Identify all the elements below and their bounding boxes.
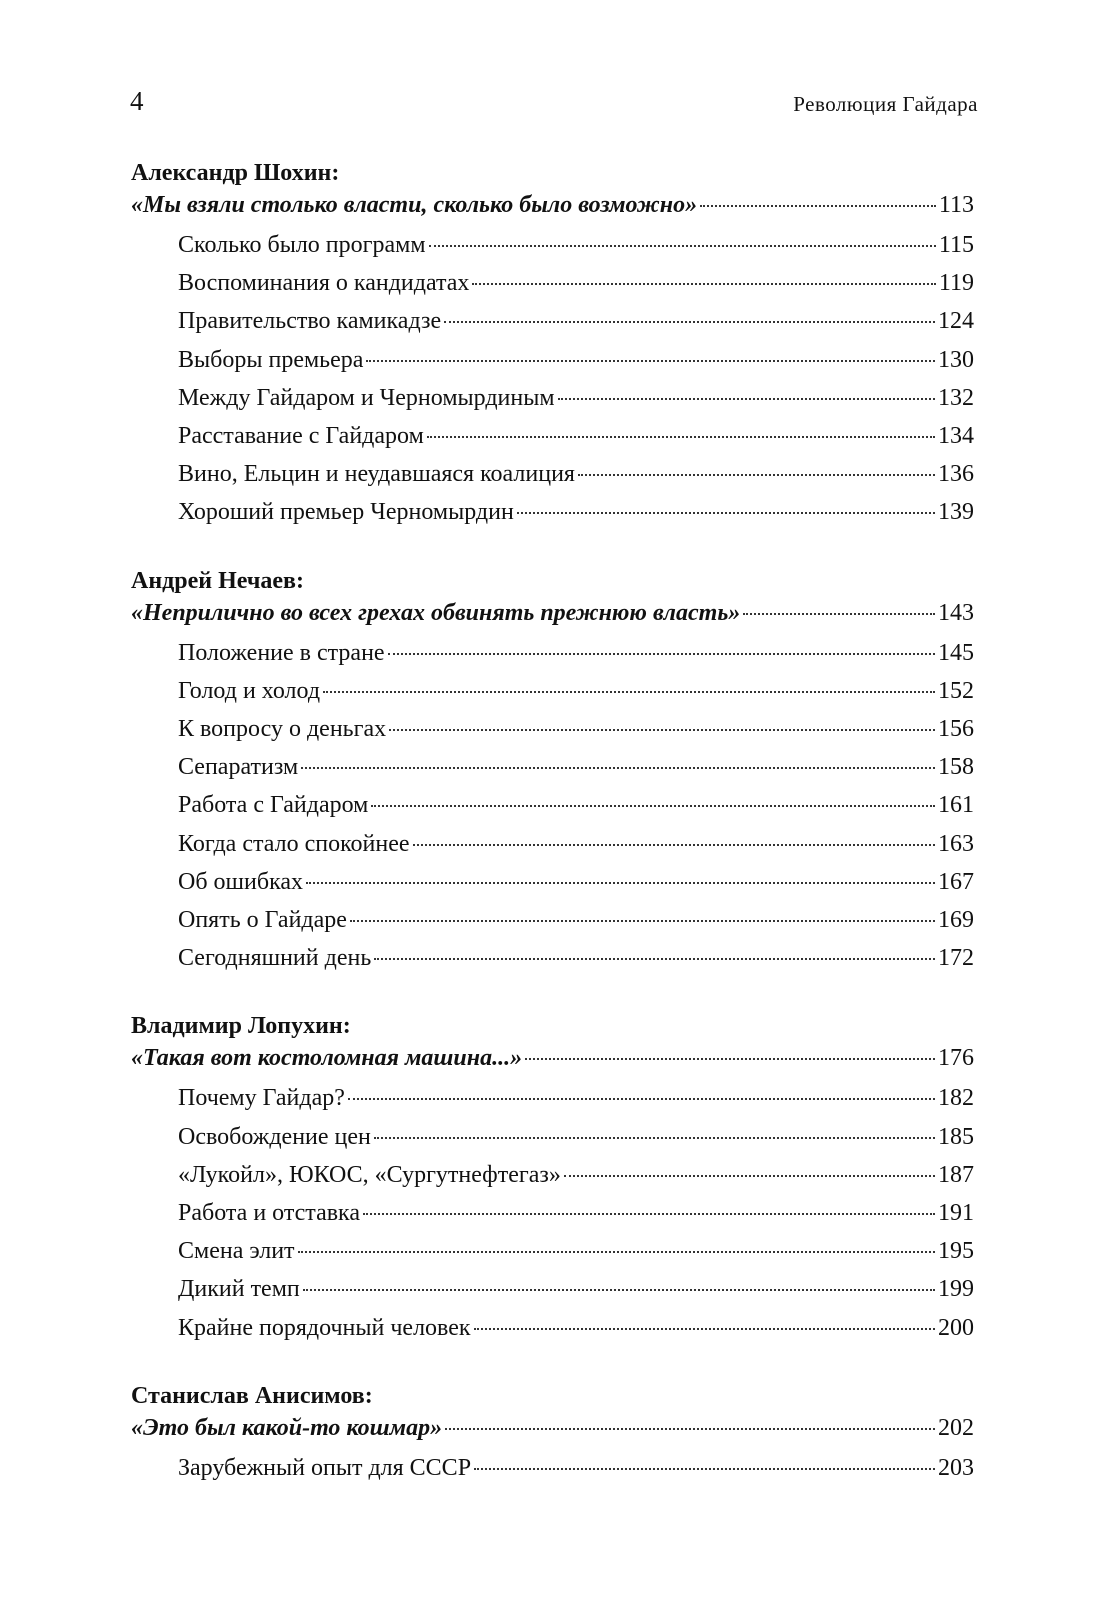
- dot-leader: [350, 920, 935, 922]
- dot-leader: [445, 1428, 935, 1430]
- running-title: Революция Гайдара: [793, 92, 978, 116]
- entry-title: Опять о Гайдаре: [178, 907, 347, 934]
- dot-leader: [525, 1058, 935, 1060]
- entry-page-number: 202: [938, 1414, 974, 1441]
- toc-subentry[interactable]: [131, 863, 974, 901]
- toc-subentry[interactable]: [131, 1156, 974, 1194]
- dot-leader: [700, 205, 936, 207]
- entry-title: К вопросу о деньгах: [178, 716, 387, 743]
- entry-title: Об ошибках: [178, 868, 304, 895]
- toc-subentry[interactable]: [131, 379, 974, 417]
- dot-leader: [429, 245, 936, 247]
- toc-section: [131, 1011, 974, 1346]
- entry-title: Положение в стране: [178, 639, 385, 666]
- dot-leader: [578, 474, 935, 476]
- entry-page-number: 176: [938, 1045, 974, 1072]
- entry-title: «Неприлично во всех грехах обвинять прежнюю власть»: [131, 599, 741, 626]
- entry-title: Сепаратизм: [178, 754, 299, 781]
- toc-chapter-entry[interactable]: [131, 596, 974, 630]
- entry-title: Освобождение цен: [178, 1123, 371, 1150]
- dot-leader: [427, 436, 935, 438]
- entry-title: Работа с Гайдаром: [178, 792, 369, 819]
- entry-title: Между Гайдаром и Черномырдиным: [178, 384, 555, 411]
- entry-title: Когда стало спокойнее: [178, 830, 410, 857]
- entry-page-number: 136: [938, 461, 974, 488]
- entry-page-number: 124: [938, 308, 974, 335]
- toc-subentry[interactable]: [131, 1079, 974, 1117]
- entry-page-number: 203: [938, 1454, 974, 1481]
- entry-title: Правительство камикадзе: [178, 308, 442, 335]
- dot-leader: [564, 1175, 935, 1177]
- page-number: 4: [130, 86, 144, 116]
- entry-page-number: 191: [938, 1200, 974, 1227]
- entry-page-number: 132: [938, 384, 974, 411]
- toc-section: [131, 158, 974, 532]
- dot-leader: [388, 653, 935, 655]
- section-author: Андрей Нечаев:: [131, 567, 304, 594]
- entry-title: Расставание с Гайдаром: [178, 423, 424, 450]
- toc-chapter-entry[interactable]: [131, 1041, 974, 1075]
- entry-title: Вино, Ельцин и неудавшаяся коалиция: [178, 461, 575, 488]
- toc-subentry[interactable]: [131, 1309, 974, 1347]
- entry-title: «Мы взяли столько власти, сколько было возможно»: [131, 192, 698, 218]
- toc-subentry[interactable]: [131, 493, 974, 531]
- entry-page-number: 158: [938, 754, 974, 781]
- entry-page-number: 119: [938, 270, 974, 297]
- entry-page-number: 169: [938, 907, 974, 934]
- dot-leader: [743, 613, 935, 615]
- entry-page-number: 134: [938, 423, 974, 450]
- entry-title: Сколько было программ: [178, 232, 426, 258]
- entry-title: Зарубежный опыт для СССР: [178, 1454, 472, 1481]
- toc-subentry[interactable]: [131, 1270, 974, 1308]
- dot-leader: [444, 321, 935, 323]
- entry-page-number: 195: [938, 1238, 974, 1265]
- dot-leader: [517, 512, 935, 514]
- toc-subentry[interactable]: [131, 455, 974, 493]
- toc-section: [131, 1381, 974, 1487]
- toc-subentry[interactable]: [131, 1449, 974, 1487]
- toc-subentry[interactable]: [131, 302, 974, 340]
- entry-page-number: 139: [938, 499, 974, 526]
- toc-chapter-entry[interactable]: [131, 188, 974, 222]
- entry-title: Дикий темп: [178, 1276, 300, 1303]
- dot-leader: [389, 729, 935, 731]
- toc-subentry[interactable]: [131, 226, 974, 264]
- entry-page-number: 161: [938, 792, 974, 819]
- section-author: Александр Шохин:: [131, 160, 340, 186]
- toc-subentry[interactable]: [131, 634, 974, 672]
- dot-leader: [366, 360, 935, 362]
- toc-subentry[interactable]: [131, 901, 974, 939]
- toc-section: [131, 566, 974, 978]
- entry-title: Воспоминания о кандидатах: [178, 270, 470, 297]
- entry-page-number: 156: [938, 716, 974, 743]
- entry-title: Крайне порядочный человек: [178, 1314, 471, 1341]
- toc-subentry[interactable]: [131, 939, 974, 977]
- entry-page-number: 143: [938, 599, 974, 626]
- dot-leader: [303, 1289, 935, 1291]
- dot-leader: [474, 1468, 935, 1470]
- toc-subentry[interactable]: [131, 672, 974, 710]
- section-author: Станислав Анисимов:: [131, 1382, 373, 1409]
- toc-subentry[interactable]: [131, 341, 974, 379]
- entry-page-number: 115: [938, 232, 974, 258]
- entry-title: Выборы премьера: [178, 346, 364, 373]
- dot-leader: [323, 691, 935, 693]
- toc-subentry[interactable]: [131, 1118, 974, 1156]
- entry-title: Голод и холод: [178, 677, 321, 704]
- dot-leader: [374, 958, 935, 960]
- dot-leader: [413, 844, 935, 846]
- entry-page-number: 182: [938, 1085, 974, 1112]
- entry-page-number: 200: [938, 1314, 974, 1341]
- toc-subentry[interactable]: [131, 710, 974, 748]
- dot-leader: [558, 398, 935, 400]
- toc-subentry[interactable]: [131, 748, 974, 786]
- table-of-contents: [131, 158, 974, 1521]
- dot-leader: [348, 1098, 935, 1100]
- entry-title: Хороший премьер Черномырдин: [178, 499, 514, 526]
- dot-leader: [301, 767, 935, 769]
- entry-page-number: 187: [938, 1161, 974, 1188]
- toc-subentry[interactable]: [131, 417, 974, 455]
- entry-title: Смена элит: [178, 1238, 295, 1265]
- dot-leader: [472, 283, 935, 285]
- dot-leader: [474, 1328, 935, 1330]
- toc-subentry[interactable]: [131, 825, 974, 863]
- entry-page-number: 172: [938, 945, 974, 972]
- dot-leader: [363, 1213, 935, 1215]
- dot-leader: [306, 882, 935, 884]
- entry-title: Работа и отставка: [178, 1200, 361, 1227]
- toc-subentry[interactable]: [131, 786, 974, 824]
- entry-page-number: 199: [938, 1276, 974, 1303]
- section-author: Владимир Лопухин:: [131, 1013, 351, 1040]
- toc-subentry[interactable]: [131, 1194, 974, 1232]
- entry-page-number: 145: [938, 639, 974, 666]
- entry-page-number: 152: [938, 677, 974, 704]
- entry-page-number: 113: [938, 192, 974, 218]
- entry-page-number: 130: [938, 346, 974, 373]
- entry-title: «Такая вот костоломная машина...»: [131, 1045, 523, 1072]
- dot-leader: [298, 1251, 935, 1253]
- toc-subentry[interactable]: [131, 264, 974, 302]
- dot-leader: [374, 1137, 935, 1139]
- entry-title: «Это был какой-то кошмар»: [131, 1414, 443, 1441]
- entry-page-number: 185: [938, 1123, 974, 1150]
- entry-page-number: 167: [938, 868, 974, 895]
- entry-title: Сегодняшний день: [178, 945, 372, 972]
- entry-title: Почему Гайдар?: [178, 1085, 345, 1112]
- dot-leader: [371, 805, 935, 807]
- entry-page-number: 163: [938, 830, 974, 857]
- toc-chapter-entry[interactable]: [131, 1411, 974, 1445]
- entry-title: «Лукойл», ЮКОС, «Сургутнефтегаз»: [178, 1161, 561, 1188]
- toc-subentry[interactable]: [131, 1232, 974, 1270]
